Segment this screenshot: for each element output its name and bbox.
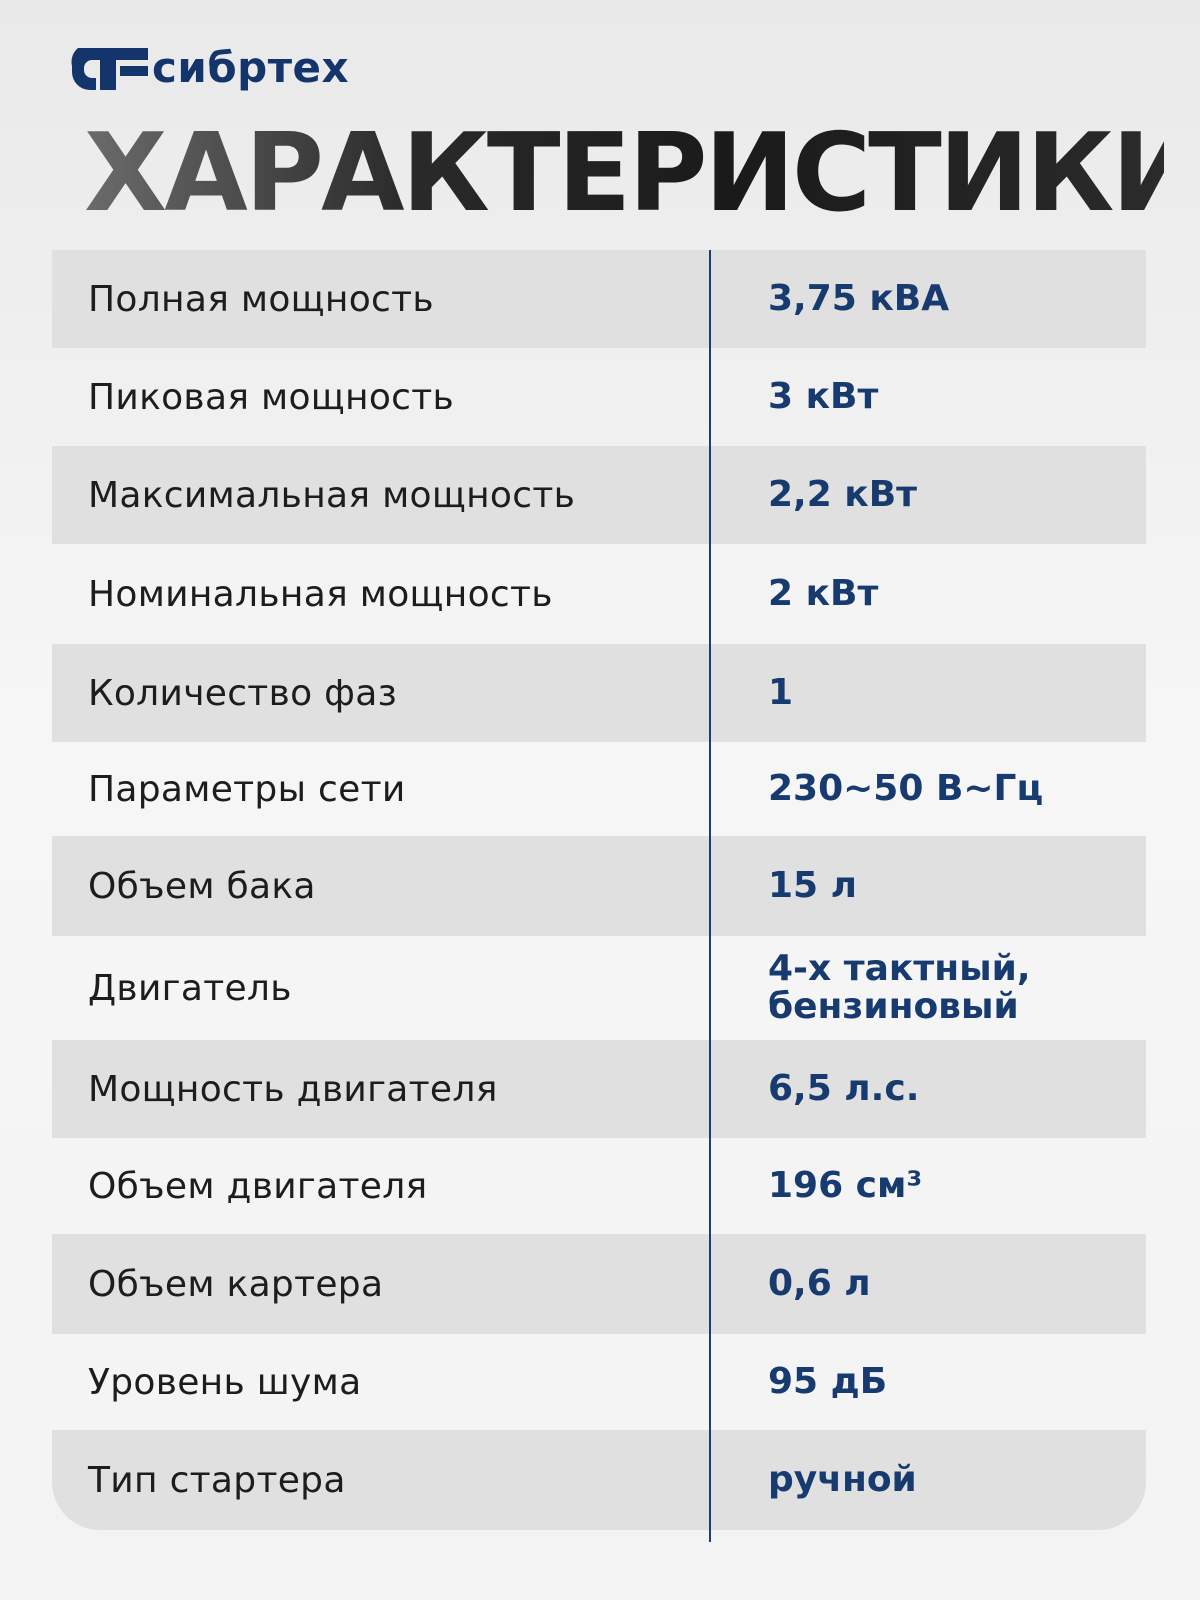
spec-label: Объем бака [88, 865, 316, 907]
spec-label: Тип стартера [88, 1459, 346, 1501]
spec-table [52, 250, 1146, 1530]
spec-row [52, 1040, 1146, 1138]
spec-value: 6,5 л.с. [768, 1068, 920, 1110]
spec-row [52, 936, 1146, 1040]
column-divider [709, 250, 711, 1542]
spec-value: 95 дБ [768, 1361, 888, 1403]
spec-label: Мощность двигателя [88, 1068, 498, 1110]
spec-row [52, 742, 1146, 836]
spec-value: 1 [768, 672, 794, 714]
page-title: ХАРАКТЕРИСТИКИ [84, 111, 1199, 236]
spec-value: 3 кВт [768, 376, 879, 418]
spec-value: 15 л [768, 865, 857, 907]
spec-label: Максимальная мощность [88, 474, 576, 516]
spec-value: 4-х тактный, бензиновый [768, 948, 1031, 1027]
spec-row [52, 1234, 1146, 1334]
spec-value: ручной [768, 1459, 917, 1501]
spec-value: 2,2 кВт [768, 474, 918, 516]
brand-name: сибртех [152, 43, 350, 92]
spec-label: Пиковая мощность [88, 376, 455, 418]
spec-label: Параметры сети [88, 768, 406, 810]
spec-row [52, 544, 1146, 644]
spec-row [52, 250, 1146, 348]
spec-label: Объем картера [88, 1263, 384, 1305]
spec-value: 3,75 кВА [768, 278, 950, 320]
spec-value: 230~50 В~Гц [768, 768, 1044, 810]
spec-label: Полная мощность [88, 278, 434, 320]
spec-row [52, 1334, 1146, 1430]
spec-row [52, 348, 1146, 446]
spec-label: Объем двигателя [88, 1165, 428, 1207]
spec-row [52, 1430, 1146, 1530]
spec-row [52, 446, 1146, 544]
spec-row [52, 1138, 1146, 1234]
spec-value: 2 кВт [768, 573, 879, 615]
spec-label: Двигатель [88, 967, 292, 1009]
spec-row [52, 644, 1146, 742]
brand-mark-icon [70, 46, 150, 92]
spec-label: Количество фаз [88, 672, 398, 714]
spec-value: 0,6 л [768, 1263, 871, 1305]
spec-label: Уровень шума [88, 1361, 362, 1403]
brand-logo [70, 44, 349, 94]
spec-value: 196 см³ [768, 1165, 923, 1207]
spec-row [52, 836, 1146, 936]
spec-label: Номинальная мощность [88, 573, 553, 615]
